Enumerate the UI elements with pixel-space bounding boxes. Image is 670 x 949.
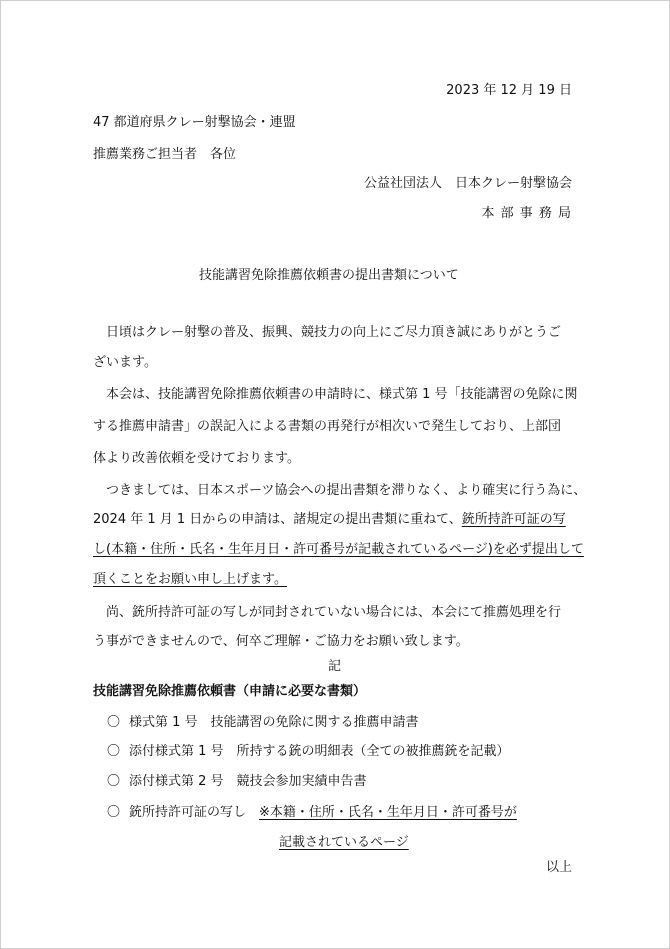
paragraph-3-line-2-text: 2024 年 1 月 1 日からの申請は、諸規定の提出書類に重ねて、 — [93, 512, 462, 527]
sender-organization: 公益社団法人 日本クレー射撃協会 — [363, 176, 572, 191]
list-heading: 技能講習免除推薦依頼書（申請に必要な書類） — [93, 684, 367, 699]
paragraph-3-underlined-line-4: 頂くことをお願い申し上げます。 — [93, 572, 287, 587]
list-item-4-text: 銃所持許可証の写し — [129, 805, 260, 820]
list-item-2 — [107, 743, 510, 761]
list-item-4 — [107, 804, 517, 822]
paragraph-3-underlined-start: 銃所持許可証の写 — [461, 512, 566, 527]
list-item-4-note: ※本籍・住所・氏名・生年月日・許可番号が — [259, 805, 517, 820]
paragraph-4-line-1: 尚、銃所持許可証の写しが同封されていない場合には、本会にて推薦処理を行 — [93, 605, 562, 620]
paragraph-1-line-1: 日頃はクレー射撃の普及、振興、競技力の向上にご尽力頂き誠にありがとうご — [93, 325, 562, 340]
recipient-line-1: 47 都道府県クレー射撃協会・連盟 — [93, 115, 296, 130]
circle-bullet-icon: 〇 — [107, 805, 121, 820]
paragraph-3-underlined-line-3: し(本籍・住所・氏名・生年月日・許可番号が記載されているページ)を必ず提出して — [93, 542, 584, 557]
paragraph-2-line-2: する推薦申請書」の誤記入による書類の再発行が相次いで発生しており、上部団 — [93, 419, 562, 434]
paragraph-1-line-2: ざいます。 — [93, 355, 157, 370]
closing-ijo: 以上 — [545, 860, 572, 875]
paragraph-4-line-2: う事ができませんので、何卒ご理解・ご協力をお願い致します。 — [93, 634, 469, 649]
paragraph-2-line-3: 体より改善依頼を受けております。 — [93, 451, 300, 466]
circle-bullet-icon: 〇 — [107, 715, 121, 730]
ki-heading: 記 — [328, 659, 342, 674]
circle-bullet-icon: 〇 — [107, 774, 121, 789]
list-item-1 — [107, 714, 419, 732]
document-title: 技能講習免除推薦依頼書の提出書類について — [199, 268, 459, 283]
paragraph-3-line-1: つきましては、日本スポーツ協会への提出書類を滞りなく、より確実に行う為に、 — [93, 483, 587, 498]
list-item-3-text: 添付様式第 2 号 競技会参加実績申告書 — [129, 774, 367, 789]
document-date: 2023 年 12 月 19 日 — [446, 83, 572, 98]
paragraph-3-line-2 — [93, 511, 566, 529]
list-item-1-text: 様式第 1 号 技能講習の免除に関する推薦申請書 — [129, 715, 419, 730]
paragraph-2-line-1: 本会は、技能講習免除推薦依頼書の申請時に、様式第 1 号「技能講習の免除に関 — [93, 387, 578, 402]
list-item-3 — [107, 773, 367, 791]
list-item-4-note-continued: 記載されているページ — [279, 835, 409, 850]
circle-bullet-icon: 〇 — [107, 744, 121, 759]
recipient-line-2: 推薦業務ご担当者 各位 — [93, 147, 237, 162]
list-item-2-text: 添付様式第 1 号 所持する銃の明細表（全ての被推薦銃を記載） — [129, 744, 510, 759]
sender-department: 本 部 事 務 局 — [481, 206, 572, 221]
